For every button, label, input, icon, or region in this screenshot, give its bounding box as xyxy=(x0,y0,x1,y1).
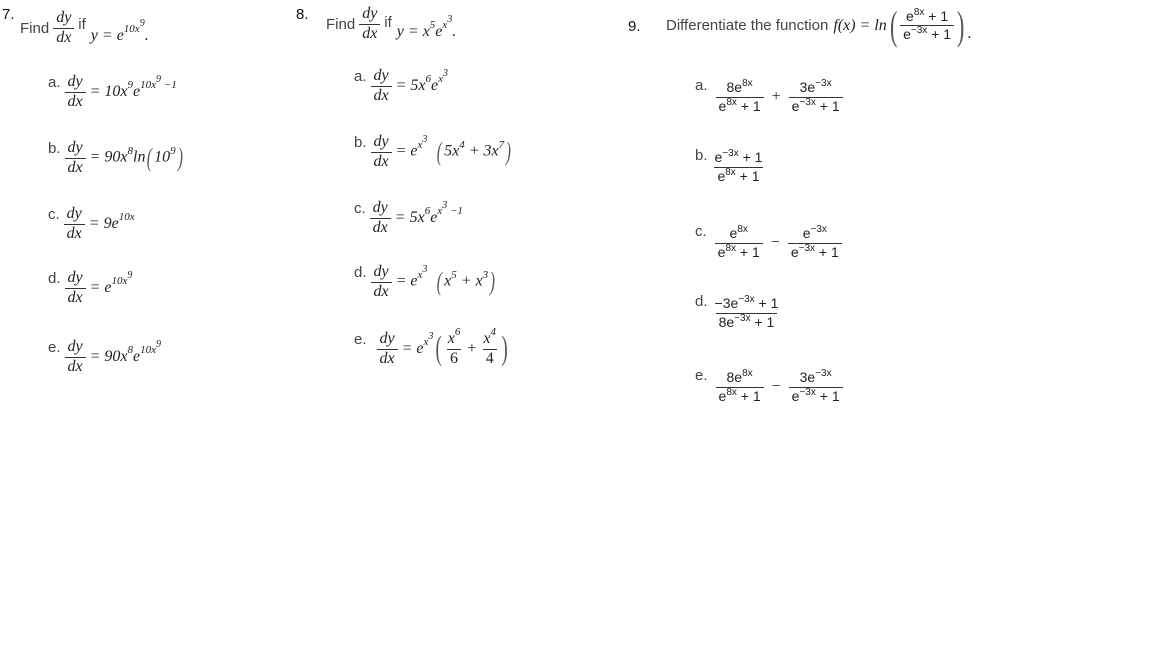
choice-label: c. xyxy=(695,222,707,240)
choice-label: a. xyxy=(354,67,367,85)
answer-choice-e[interactable] xyxy=(695,366,843,404)
answer-expression: = $90x^8e^{10x9}$ xyxy=(89,339,162,366)
answer-choice-c[interactable] xyxy=(48,206,135,243)
choice-label: d. xyxy=(48,269,61,287)
choice-label: c. xyxy=(354,199,366,217)
question-number: 9. xyxy=(628,18,641,35)
derivative-fraction: $\frac{dy}{dx}$ xyxy=(370,200,391,237)
right-paren: ) xyxy=(957,3,965,48)
choice-label: b. xyxy=(354,133,367,151)
answer-expression: = $9e^{10x}$ xyxy=(88,211,135,233)
derivative-fraction: $\frac{dy}{dx}$ xyxy=(65,74,86,111)
right-paren: ) xyxy=(489,267,496,297)
fraction: $\frac{3e^{-3x}}{e^{-3x} + 1}$ xyxy=(789,370,843,404)
plus-sign: + xyxy=(467,340,477,357)
answer-expression: = $e^{x3}$ ( $5x^4 + 3x^7$) xyxy=(395,133,512,167)
right-paren: ) xyxy=(505,137,512,167)
derivative-fraction: $\frac{dy}{dx}$ xyxy=(65,140,86,177)
derivative-fraction: $\frac{dy}{dx}$ xyxy=(65,270,86,307)
choice-label: b. xyxy=(695,146,708,164)
answer-choice-a[interactable] xyxy=(354,68,448,105)
question-9 xyxy=(620,0,1140,440)
left-paren: ( xyxy=(889,3,898,48)
answer-choice-c[interactable] xyxy=(354,200,463,237)
function-definition: $y = e^{10x9}$. xyxy=(90,18,149,45)
operator: − xyxy=(771,378,781,395)
question-prompt xyxy=(326,6,456,43)
left-paren: ( xyxy=(437,267,443,297)
answer-choice-d[interactable] xyxy=(695,292,781,330)
choice-label: c. xyxy=(48,205,60,223)
choice-label: a. xyxy=(48,73,61,91)
function-name: f(x) = ln xyxy=(833,16,887,34)
function-definition: $y = x^5e^{x3}$. xyxy=(396,14,457,41)
answer-expression: = $5x^6e^{x3}$ xyxy=(395,68,449,95)
fraction: $\frac{e^{-3x} + 1}{e^{8x} + 1}$ xyxy=(714,148,763,184)
find-label: Find xyxy=(20,19,50,37)
answer-choice-b[interactable] xyxy=(354,134,513,171)
fraction: $\frac{8e^{8x}}{e^{8x} + 1}$ xyxy=(716,80,764,114)
answer-choice-c[interactable] xyxy=(695,222,842,260)
fraction: $\frac{e^{-3x}}{e^{-3x} + 1}$ xyxy=(788,226,842,260)
log-argument-fraction: $\frac{e^{8x} + 1}{e^{-3x} + 1}$ xyxy=(900,9,954,43)
choice-label: e. xyxy=(354,330,367,348)
choice-label: d. xyxy=(354,263,367,281)
answer-choice-a[interactable] xyxy=(48,74,177,111)
operator: + xyxy=(771,88,781,105)
fraction: $\frac{x^4}{4}$ xyxy=(483,325,496,367)
if-label: if xyxy=(384,13,392,31)
left-paren: ( xyxy=(435,330,443,367)
question-number: 8. xyxy=(296,6,309,23)
answer-choice-e[interactable] xyxy=(354,325,510,368)
derivative-fraction: $\frac{dy}{dx}$ xyxy=(65,339,86,376)
fraction: $\frac{8e^{8x}}{e^{8x} + 1}$ xyxy=(716,370,764,404)
answer-expression: = $e^{10x9}$ xyxy=(89,270,133,297)
question-prompt xyxy=(20,10,149,47)
answer-expression: = $90x^8\ln$( $10^9$) xyxy=(89,143,183,173)
answer-expression: = $e^{x3}$ ( $x^5 + x^3$) xyxy=(395,263,496,297)
derivative-fraction: $\frac{dy}{dx}$ xyxy=(377,331,398,368)
answer-choice-b[interactable] xyxy=(48,140,184,177)
question-prompt: Differentiate the function f(x) = ln ( $\frac{e^{8x} + 1}{e^{-3x} + 1}$ ) . xyxy=(666,3,972,48)
choice-label: e. xyxy=(695,366,708,384)
answer-choice-d[interactable] xyxy=(354,264,497,301)
answer-expression: = $5x^6e^{x3 -1}$ xyxy=(394,200,463,227)
choice-label: e. xyxy=(48,338,61,356)
derivative-fraction: $\frac{dy}{dx}$ xyxy=(371,134,392,171)
answer-choice-b[interactable] xyxy=(695,146,765,184)
right-paren: ) xyxy=(177,143,183,173)
left-paren: ( xyxy=(437,137,443,167)
answer-expression: = $10x^9e^{10x9 -1}$ xyxy=(89,74,177,101)
answer-expression: = $e^{x3}$ xyxy=(401,331,434,357)
choice-label: b. xyxy=(48,139,61,157)
fraction: $\frac{-3e^{-3x} + 1}{8e^{-3x} + 1}$ xyxy=(714,294,779,330)
derivative-fraction: $\frac{dy}{dx}$ xyxy=(359,6,380,43)
derivative-fraction: $\frac{dy}{dx}$ xyxy=(371,68,392,105)
question-8 xyxy=(294,0,614,400)
answer-choice-a[interactable] xyxy=(695,76,843,114)
derivative-fraction: $\frac{dy}{dx}$ xyxy=(53,10,74,47)
left-paren: ( xyxy=(147,143,153,173)
derivative-fraction: $\frac{dy}{dx}$ xyxy=(371,264,392,301)
choice-label: d. xyxy=(695,292,708,310)
derivative-fraction: $\frac{dy}{dx}$ xyxy=(64,206,85,243)
question-number: 7. xyxy=(2,6,15,23)
answer-choice-d[interactable] xyxy=(48,270,132,307)
fraction: $\frac{x^6}{6}$ xyxy=(447,325,461,367)
answer-choice-e[interactable] xyxy=(48,339,161,376)
question-7 xyxy=(0,0,290,400)
choice-label: a. xyxy=(695,76,708,94)
find-label: Find xyxy=(326,15,356,33)
fraction: $\frac{e^{8x}}{e^{8x} + 1}$ xyxy=(715,226,763,260)
operator: − xyxy=(770,234,780,251)
fraction: $\frac{3e^{-3x}}{e^{-3x} + 1}$ xyxy=(789,80,843,114)
if-label: if xyxy=(78,15,86,33)
prompt-text: Differentiate the function xyxy=(666,17,829,34)
right-paren: ) xyxy=(501,330,508,367)
